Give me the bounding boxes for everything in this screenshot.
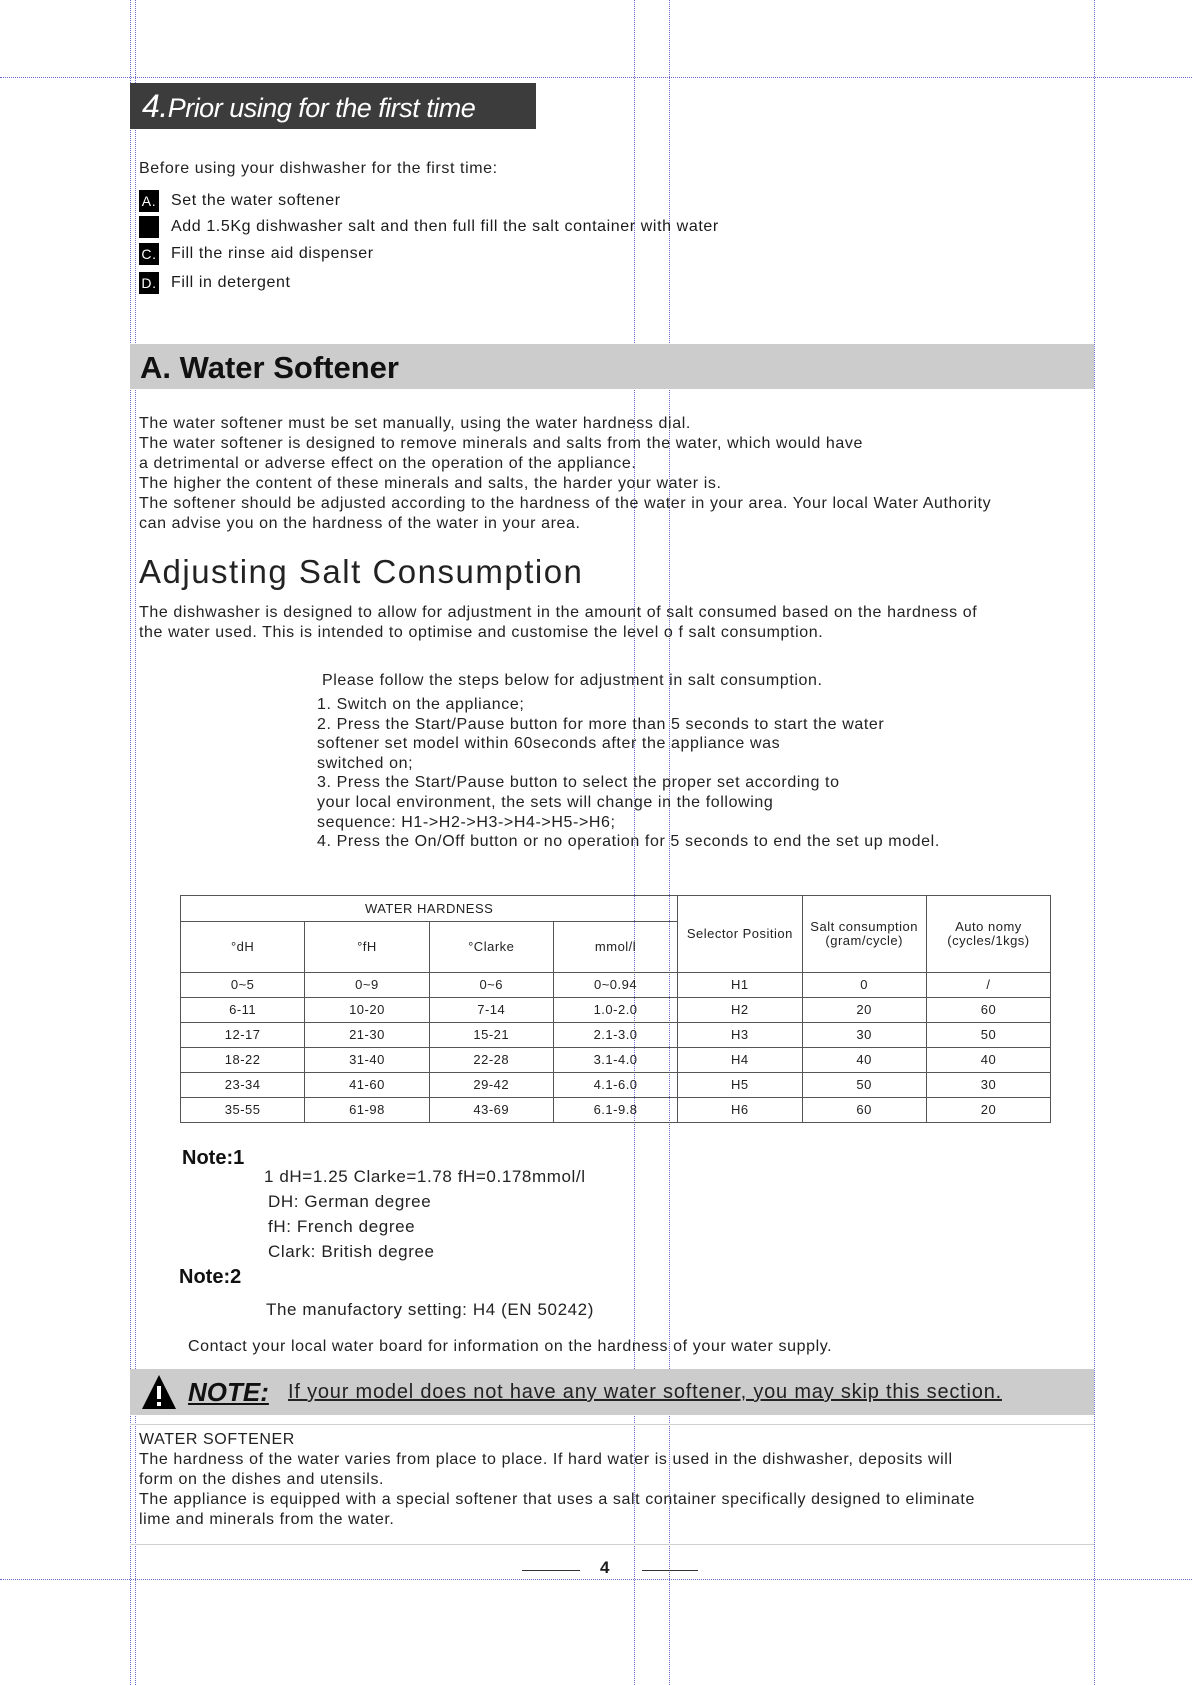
text-line: can advise you on the hardness of the water in your area.	[139, 515, 581, 532]
guide-line	[130, 0, 131, 1685]
table-cell: 29-42	[429, 1073, 553, 1098]
table-cell: 4.1-6.0	[553, 1073, 677, 1098]
table-cell: 43-69	[429, 1098, 553, 1123]
water-hardness-header: WATER HARDNESS	[181, 896, 678, 922]
note-line: 1 dH=1.25 Clarke=1.78 fH=0.178mmol/l	[264, 1167, 586, 1186]
step-badge: D.	[139, 272, 159, 294]
step-badge	[139, 216, 159, 238]
note1-label: Note:1	[182, 1147, 245, 1169]
guide-line	[135, 0, 136, 1685]
text-line: The water softener is designed to remove minerals and salts from the water, which would have	[139, 435, 863, 452]
mmol-header: mmol/l	[553, 922, 677, 973]
table-cell: 23-34	[181, 1073, 305, 1098]
note1-text	[264, 1164, 586, 1264]
adjusting-heading: Adjusting Salt Consumption	[139, 553, 584, 590]
table-cell: H1	[678, 973, 802, 998]
steps-intro: Please follow the steps below for adjustment in salt consumption.	[322, 672, 823, 689]
note-line: Clark: British degree	[268, 1242, 435, 1261]
water-hardness-table	[180, 895, 1051, 1123]
note-bar	[130, 1369, 1094, 1415]
table-cell: 0~6	[429, 973, 553, 998]
step-item	[139, 216, 719, 238]
text-line: The dishwasher is designed to allow for adjustment in the amount of salt consumed based on the hardness of	[139, 604, 978, 621]
step-badge: C.	[139, 243, 159, 265]
step-text: Add 1.5Kg dishwasher salt and then full fill the salt container with water	[171, 218, 719, 235]
table-cell: 0	[802, 973, 926, 998]
text-line: a detrimental or adverse effect on the operation of the appliance.	[139, 455, 637, 472]
table-row	[181, 1098, 1051, 1123]
softener-paragraph	[139, 414, 991, 534]
step-item	[139, 190, 341, 212]
step-badge: A.	[139, 190, 159, 212]
note-text: If your model does not have any water softener, you may skip this section.	[288, 1381, 1002, 1403]
table-cell: 6.1-9.8	[553, 1098, 677, 1123]
salt-header-line: (gram/cycle)	[825, 933, 903, 948]
softener-info	[139, 1430, 975, 1530]
text-line: the water used. This is intended to optimise and customise the level o f salt consumption.	[139, 624, 824, 641]
table-cell: 6-11	[181, 998, 305, 1023]
table-cell: 21-30	[305, 1023, 429, 1048]
divider	[130, 1424, 1094, 1425]
table-cell: 31-40	[305, 1048, 429, 1073]
water-softener-heading: A. Water Softener	[140, 350, 399, 385]
step-line: sequence: H1->H2->H3->H4->H5->H6;	[317, 813, 616, 831]
note-line: fH: French degree	[268, 1217, 416, 1236]
guide-line	[0, 77, 1192, 78]
step-text: Fill the rinse aid dispenser	[171, 245, 374, 262]
table-cell: 60	[802, 1098, 926, 1123]
table-cell: 41-60	[305, 1073, 429, 1098]
table-cell: H2	[678, 998, 802, 1023]
note2-text: The manufactory setting: H4 (EN 50242)	[266, 1300, 595, 1319]
section-title	[130, 83, 536, 129]
fh-header: °fH	[305, 922, 429, 973]
softener-info-title: WATER SOFTENER	[139, 1431, 295, 1448]
table-cell: 40	[926, 1048, 1050, 1073]
table-row	[181, 998, 1051, 1023]
table-cell: H6	[678, 1098, 802, 1123]
step-text: Set the water softener	[171, 192, 341, 209]
step-item	[139, 243, 374, 265]
table-cell: 50	[802, 1073, 926, 1098]
text-line: lime and minerals from the water.	[139, 1511, 395, 1528]
table-cell: 20	[926, 1098, 1050, 1123]
table-row	[181, 973, 1051, 998]
section-title-text: Prior using for the first time	[167, 93, 476, 123]
page-number-rule	[642, 1570, 698, 1571]
adjusting-paragraph	[139, 603, 977, 643]
note-label: NOTE:	[188, 1377, 269, 1407]
table-row	[181, 1073, 1051, 1098]
table-cell: 7-14	[429, 998, 553, 1023]
table-cell: 12-17	[181, 1023, 305, 1048]
salt-header-line: Salt consumption	[810, 919, 919, 934]
table-cell: 61-98	[305, 1098, 429, 1123]
table-cell: 18-22	[181, 1048, 305, 1073]
text-line: The higher the content of these minerals and salts, the harder your water is.	[139, 475, 722, 492]
intro-text: Before using your dishwasher for the first time:	[139, 160, 498, 177]
autonomy-header-line: Auto nomy	[955, 919, 1022, 934]
table-cell: 10-20	[305, 998, 429, 1023]
table-cell: H3	[678, 1023, 802, 1048]
warning-icon	[140, 1373, 178, 1411]
table-row	[181, 1048, 1051, 1073]
step-line: switched on;	[317, 754, 414, 772]
table-cell: 22-28	[429, 1048, 553, 1073]
water-softener-heading-bar	[130, 344, 1094, 389]
table-cell: 50	[926, 1023, 1050, 1048]
page-number-rule	[522, 1570, 580, 1571]
section-number: 4.	[142, 88, 168, 124]
table-cell: 30	[926, 1073, 1050, 1098]
step-line: softener set model within 60seconds after the appliance was	[317, 735, 781, 753]
table-cell: 20	[802, 998, 926, 1023]
note2-label: Note:2	[179, 1266, 242, 1288]
table-cell: 30	[802, 1023, 926, 1048]
dh-header: °dH	[181, 922, 305, 973]
step-text: Fill in detergent	[171, 274, 291, 291]
table-cell: /	[926, 973, 1050, 998]
step-line: 2. Press the Start/Pause button for more than 5 seconds to start the water	[317, 715, 885, 733]
text-line: The hardness of the water varies from place to place. If hard water is used in the dishwasher, deposits will	[139, 1451, 953, 1468]
page-number: 4	[600, 1558, 610, 1577]
table-cell: 0~5	[181, 973, 305, 998]
table-row	[181, 1023, 1051, 1048]
text-line: form on the dishes and utensils.	[139, 1471, 385, 1488]
step-line: 4. Press the On/Off button or no operation for 5 seconds to end the set up model.	[317, 833, 940, 851]
clarke-header: °Clarke	[429, 922, 553, 973]
table-cell: 15-21	[429, 1023, 553, 1048]
step-item	[139, 272, 291, 294]
autonomy-header	[926, 896, 1050, 973]
guide-line	[1094, 0, 1095, 1685]
table-cell: 60	[926, 998, 1050, 1023]
salt-header	[802, 896, 926, 973]
step-line: 1. Switch on the appliance;	[317, 696, 525, 713]
step-line: your local environment, the sets will change in the following	[317, 793, 774, 811]
selector-header: Selector Position	[678, 896, 802, 973]
table-cell: 2.1-3.0	[553, 1023, 677, 1048]
guide-line	[0, 1579, 1192, 1580]
step-line: 3. Press the Start/Pause button to select the proper set according to	[317, 774, 840, 792]
adjust-steps	[317, 695, 940, 852]
autonomy-header-line: (cycles/1kgs)	[947, 933, 1030, 948]
text-line: The appliance is equipped with a special softener that uses a salt container specifically designed to eliminate	[139, 1491, 975, 1508]
note-line: DH: German degree	[268, 1192, 432, 1211]
table-header-row	[181, 896, 1051, 922]
table-cell: H4	[678, 1048, 802, 1073]
divider	[130, 1544, 1094, 1545]
table-cell: 1.0-2.0	[553, 998, 677, 1023]
text-line: The water softener must be set manually, using the water hardness dial.	[139, 415, 691, 432]
table-cell: 0~0.94	[553, 973, 677, 998]
table-cell: 35-55	[181, 1098, 305, 1123]
table-cell: 0~9	[305, 973, 429, 998]
table-cell: 40	[802, 1048, 926, 1073]
table-cell: H5	[678, 1073, 802, 1098]
contact-text: Contact your local water board for information on the hardness of your water supply.	[188, 1338, 833, 1355]
table-cell: 3.1-4.0	[553, 1048, 677, 1073]
text-line: The softener should be adjusted according to the hardness of the water in your area. Your local Water Authority	[139, 495, 992, 512]
